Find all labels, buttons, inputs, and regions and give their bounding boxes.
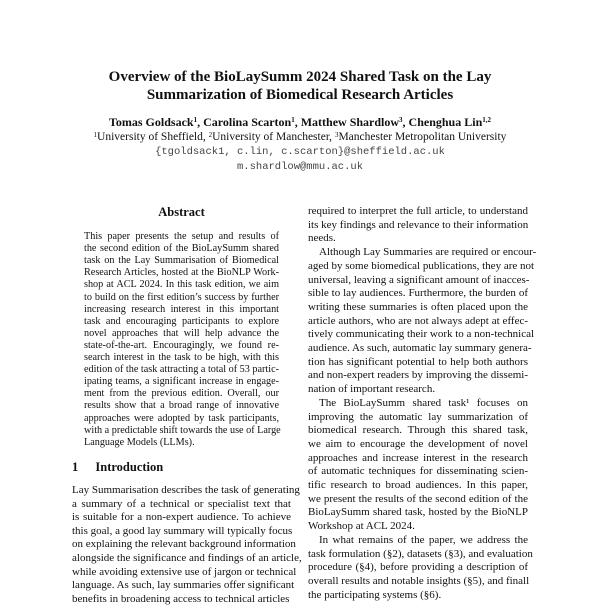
affiliation-number: 3 [334,131,339,139]
body-text-line: and non-expert readers by improving the dissemi- [308,369,528,382]
email-line-1: {tgoldsack1, c.lin, c.scarton}@sheffield.ac.uk [155,146,445,158]
body-text-line: while avoiding extensive use of jargon or technical [72,565,297,578]
abstract-text-line: to build on the first edition’s success by further [84,291,279,303]
body-text-line: audience. As such, automatic lay summary genera- [308,342,532,354]
author-name: Carolina Scarton [203,115,292,129]
body-text-line: is suitable for a non-expert audience. To achieve [72,511,291,524]
author-name: Matthew Shardlow [300,115,400,129]
email-line-2: m.shardlow@mmu.ac.uk [236,161,364,173]
body-text-line: aged by some biomedical publications, they are not [308,259,535,272]
body-text-line: tion has significant potential to help both authors [308,355,528,368]
body-text-line: improving the automatic lay summarization of [308,410,528,423]
body-text-line: task formulation (§2), datasets (§3), and evaluation [308,547,533,560]
body-text-line: sible to lay audiences. Furthermore, the burden of [308,287,528,300]
body-text-line: The BioLaySumm shared task¹ focuses on [319,396,528,409]
abstract-text-line: search interest in the task to be high, with this [84,352,279,363]
body-text-line: benefits in broadening access to technical articles [72,592,290,605]
abstract-text-line: edition of the task attracting a total of 53 partic- [84,364,279,376]
affiliation-name: Manchester Metropolitan University [338,131,507,143]
abstract-text-line: novel approaches that will help advance the [84,327,279,339]
author-affiliation-mark: 1 [291,116,295,124]
abstract-text-line: task on the Lay Summarisation of Biomedical [84,255,279,267]
author-affiliation-mark: 3 [399,116,403,124]
author-affiliation-mark: 1,2 [482,116,491,124]
abstract-text-line: the second edition of the BioLaySumm shared [84,243,279,255]
section-number: 1 [72,460,79,474]
body-text-line: In what remains of the paper, we address the [319,533,528,546]
abstract-text-line: This paper presents the setup and results of [84,231,279,242]
body-text-line: of automatic techniques for disseminating scien- [308,465,528,478]
affiliation-name: University of Manchester, [212,131,333,143]
body-text-line: needs. [308,232,336,245]
body-text-line: required to interpret the full article, to understand [308,205,528,217]
body-text-line: Lay Summarisation describes the task of generating [72,484,300,496]
body-text-line: the participating systems (§6). [308,588,442,601]
abstract-text-line: results show that a broad range of innovative [84,400,279,412]
abstract-text-line: Research Articles, hosted at the BioNLP Work- [84,267,279,279]
affiliation-name: University of Sheffield, [97,131,206,143]
abstract-text-line: task and encouraging participants to explore [84,315,279,327]
body-text-line: its key findings and relevance to their information [308,218,529,231]
abstract-text-line: ment from the previous edition. Overall, our [84,388,279,400]
author-affiliation-mark: 1 [193,116,198,124]
body-text-line: article authors, who are not always adept at effec- [308,314,528,327]
body-text-line: writing these summaries is often placed upon the [308,300,528,313]
abstract-text-line: shop at ACL 2024. In this task edition, we aim [84,279,279,291]
abstract-text-line: Language Models (LLMs). [84,436,195,448]
body-text-line: on explaining the relevant background information [72,538,296,551]
abstract-text-line: approaches were adopted by task participants, [84,412,279,424]
abstract-text-line: state-of-the-art. Encouragingly, we found re- [84,339,279,351]
body-text-line: alongside the significance and findings of an article, [72,552,302,564]
section-title: Introduction [95,460,164,474]
body-text-line: this goal, a good lay summary will typically focus [72,524,293,537]
body-text-line: we present the results of the second edition of the [308,492,528,505]
author-name: Chenghua Lin [408,115,483,129]
body-text-line: nation of important research. [308,383,436,396]
body-text-line: procedure (§4), before providing a description of [308,561,528,574]
body-text-line: BioLaySumm shared task, hosted by the BioNLP [308,506,528,519]
body-text-line: language. As such, lay summaries offer significant [72,579,295,592]
paper-title-line-2: Summarization of Biomedical Research Articles [146,87,454,103]
author-list: Tomas Goldsack$^1$, Carolina Scarton$^1$, Matthew Shardlow$^3$, Chenghua Lin$^{1,2}$ [108,115,491,129]
body-text-line: biomedical research. Through this shared task, [308,424,528,437]
abstract-text-line: with a predictable shift towards the use of Large [84,424,281,436]
body-text-line: tific research to broad audiences. In this paper, [308,479,528,491]
affiliation-list [0,130,600,144]
body-text-line: a summary of a technical or specialist text that [72,497,291,510]
abstract-text-line: increasing research interest in this important [84,303,279,315]
author-name: Tomas Goldsack [108,115,194,129]
abstract-heading: Abstract [158,205,205,219]
body-text-line: approaches and increase interest in the research [308,451,528,464]
affiliation-number: 1 [93,131,98,139]
body-text-line: Workshop at ACL 2024. [308,520,415,533]
section-heading-introduction [72,460,163,474]
paper-title-line-1: Overview of the BioLaySumm 2024 Shared Task on the Lay [108,69,492,85]
body-text-line: universal, leaving a significant amount of inacces- [308,273,530,286]
affiliation-number: 2 [208,131,213,139]
body-text-line: overall results and notable insights (§5), and finall [308,574,530,587]
body-text-line: we aim to encourage the development of novel [308,437,528,450]
abstract-text-line: ipating teams, a significant increase in engage- [84,376,279,388]
body-text-line: Although Lay Summaries are required or encour- [319,246,537,259]
body-text-line: tively communicating their work to a non-technical [308,328,535,341]
